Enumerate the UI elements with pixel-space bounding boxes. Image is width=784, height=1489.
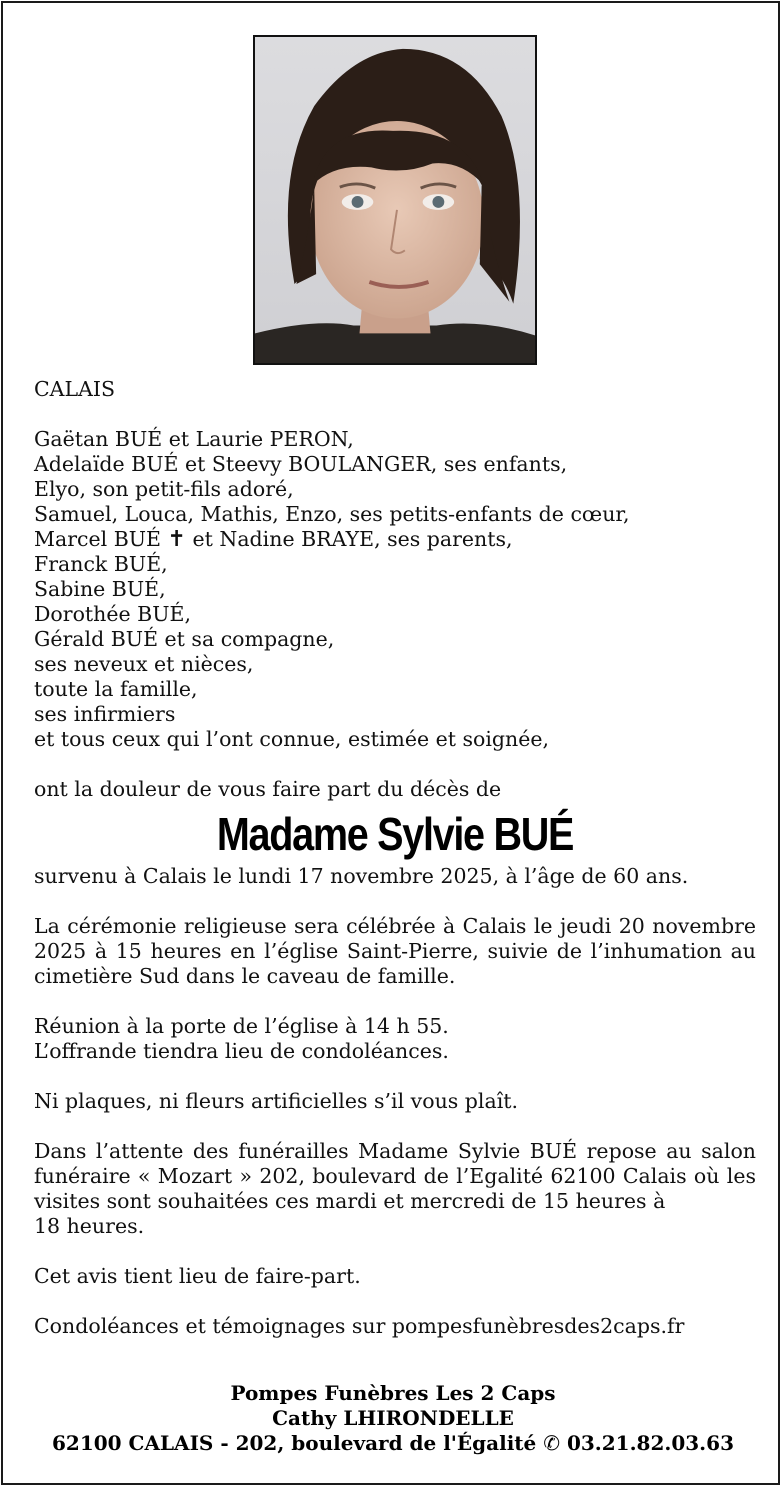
family-line: Franck BUÉ, xyxy=(34,552,168,576)
offering-line: L’offrande tiendra lieu de condoléances. xyxy=(34,1039,449,1063)
family-line: Samuel, Louca, Mathis, Enzo, ses petits-enfants de cœur, xyxy=(34,502,630,526)
funeral-home-phone: 03.21.82.03.63 xyxy=(566,1431,734,1455)
cross-icon: ✝ xyxy=(167,527,186,552)
notice-text: Cet avis tient lieu de faire-part. xyxy=(34,1264,361,1288)
obituary-frame xyxy=(1,1,780,1485)
family-line: Sabine BUÉ, xyxy=(34,577,166,601)
flowers-note: Ni plaques, ni fleurs artificielles s’il vous plaît. xyxy=(34,1089,519,1113)
funeral-home-manager: Cathy LHIRONDELLE xyxy=(272,1406,514,1430)
ceremony-paragraph: La cérémonie religieuse sera célébrée à Calais le jeudi 20 novembre 2025 à 15 heures en l’église Saint-Pierre, suivie de l’inhumation au cimetière Sud dans le caveau de famille. xyxy=(34,914,756,988)
funeral-home-address: 62100 CALAIS - 202, boulevard de l'Égalité xyxy=(52,1431,537,1455)
family-line: toute la famille, xyxy=(34,677,198,701)
condolences-text: Condoléances et témoignages sur pompesfunèbresdes2caps.fr xyxy=(34,1314,685,1338)
family-line: ses infirmiers xyxy=(34,702,176,726)
phone-icon: ✆ xyxy=(543,1431,560,1455)
portrait-image xyxy=(255,37,535,363)
family-line: Elyo, son petit-fils adoré, xyxy=(34,477,294,501)
death-info: survenu à Calais le lundi 17 novembre 2025, à l’âge de 60 ans. xyxy=(34,864,689,888)
parents-mother: et Nadine BRAYE, ses parents, xyxy=(192,527,513,551)
portrait-photo xyxy=(253,35,537,365)
family-line: Gaëtan BUÉ et Laurie PERON, xyxy=(34,427,354,451)
visits-paragraph: Dans l’attente des funérailles Madame Sylvie BUÉ repose au salon funéraire « Mozart » 202, boulevard de l’Egalité 62100 Calais où les visites sont souhaitées ces mardi et mercredi de 15 heures à xyxy=(34,1139,756,1213)
obituary-body xyxy=(34,377,756,1339)
funeral-home-footer xyxy=(3,1381,783,1456)
funeral-home-name: Pompes Funèbres Les 2 Caps xyxy=(230,1381,556,1405)
family-line: Dorothée BUÉ, xyxy=(34,602,191,626)
family-line: et tous ceux qui l’ont connue, estimée et soignée, xyxy=(34,727,550,751)
funeral-home-contact xyxy=(3,1431,783,1456)
family-line: Adelaïde BUÉ et Steevy BOULANGER, ses enfants, xyxy=(34,452,568,476)
meeting-line: Réunion à la porte de l’église à 14 h 55. xyxy=(34,1014,449,1038)
announcement-text: ont la douleur de vous faire part du décès de xyxy=(34,777,502,801)
parents-father: Marcel BUÉ xyxy=(34,527,162,551)
parents-line xyxy=(34,527,756,552)
family-line: Gérald BUÉ et sa compagne, xyxy=(34,627,335,651)
family-line: ses neveux et nièces, xyxy=(34,652,254,676)
visits-end: 18 heures. xyxy=(34,1214,145,1238)
location-heading: CALAIS xyxy=(34,377,116,401)
deceased-name: Madame Sylvie BUÉ xyxy=(216,808,574,860)
